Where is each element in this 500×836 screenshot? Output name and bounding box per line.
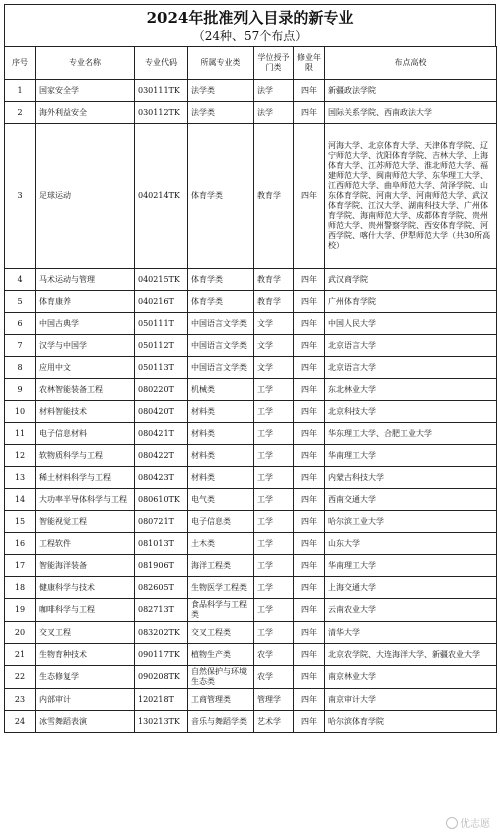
cell-major-name: 中国古典学: [36, 313, 135, 335]
cell-category: 植物生产类: [188, 644, 254, 666]
header-universities: 布点高校: [325, 47, 497, 80]
cell-major-code: 082713T: [135, 599, 188, 622]
table-row: [5, 467, 497, 489]
cell-duration: 四年: [294, 622, 325, 644]
cell-universities: 南京审计大学: [325, 689, 497, 711]
cell-category: 机械类: [188, 379, 254, 401]
title-block: [4, 4, 496, 46]
cell-major-code: 080423T: [135, 467, 188, 489]
cell-category: 体育学类: [188, 124, 254, 269]
cell-major-name: 国家安全学: [36, 80, 135, 102]
cell-major-name: 生态修复学: [36, 666, 135, 689]
cell-universities: 中国人民大学: [325, 313, 497, 335]
header-category: 所属专业类: [188, 47, 254, 80]
header-duration: 修业年限: [294, 47, 325, 80]
table-row: [5, 577, 497, 599]
table-row: [5, 401, 497, 423]
cell-major-code: 130213TK: [135, 711, 188, 733]
cell-universities: 哈尔滨工业大学: [325, 511, 497, 533]
cell-degree: 工学: [254, 401, 294, 423]
cell-category: 海洋工程类: [188, 555, 254, 577]
cell-major-name: 农林智能装备工程: [36, 379, 135, 401]
cell-universities: 新疆政法学院: [325, 80, 497, 102]
cell-category: 体育学类: [188, 269, 254, 291]
cell-major-code: 040216T: [135, 291, 188, 313]
cell-universities: 北京语言大学: [325, 335, 497, 357]
cell-duration: 四年: [294, 269, 325, 291]
cell-major-code: 080421T: [135, 423, 188, 445]
cell-index: 14: [5, 489, 36, 511]
cell-major-code: 050113T: [135, 357, 188, 379]
cell-duration: 四年: [294, 689, 325, 711]
cell-category: 材料类: [188, 401, 254, 423]
cell-major-code: 080610TK: [135, 489, 188, 511]
cell-universities: 东北林业大学: [325, 379, 497, 401]
cell-duration: 四年: [294, 401, 325, 423]
cell-major-code: 090208TK: [135, 666, 188, 689]
cell-category: 音乐与舞蹈学类: [188, 711, 254, 733]
cell-index: 12: [5, 445, 36, 467]
cell-universities: 南京林业大学: [325, 666, 497, 689]
cell-category: 材料类: [188, 423, 254, 445]
cell-degree: 工学: [254, 511, 294, 533]
cell-category: 中国语言文学类: [188, 335, 254, 357]
cell-degree: 工学: [254, 379, 294, 401]
cell-degree: 工学: [254, 467, 294, 489]
cell-index: 11: [5, 423, 36, 445]
cell-degree: 工学: [254, 489, 294, 511]
header-index: 序号: [5, 47, 36, 80]
cell-major-code: 040215TK: [135, 269, 188, 291]
cell-major-name: 体育康养: [36, 291, 135, 313]
cell-category: 食品科学与工程类: [188, 599, 254, 622]
cell-index: 1: [5, 80, 36, 102]
header-major-code: 专业代码: [135, 47, 188, 80]
table-row: [5, 533, 497, 555]
table-body: [5, 80, 497, 733]
cell-index: 3: [5, 124, 36, 269]
table-row: [5, 555, 497, 577]
document-title: 2024年批准列入目录的新专业: [146, 9, 354, 27]
cell-universities: 华南理工大学: [325, 445, 497, 467]
cell-index: 24: [5, 711, 36, 733]
cell-duration: 四年: [294, 80, 325, 102]
cell-category: 材料类: [188, 445, 254, 467]
cell-duration: 四年: [294, 644, 325, 666]
cell-major-name: 冰雪舞蹈表演: [36, 711, 135, 733]
cell-major-name: 交叉工程: [36, 622, 135, 644]
cell-major-code: 080422T: [135, 445, 188, 467]
cell-universities: 北京农学院、大连海洋大学、新疆农业大学: [325, 644, 497, 666]
cell-major-name: 电子信息材料: [36, 423, 135, 445]
cell-duration: 四年: [294, 313, 325, 335]
table-row: [5, 622, 497, 644]
cell-major-code: 083202TK: [135, 622, 188, 644]
cell-degree: 文学: [254, 313, 294, 335]
table-row: [5, 599, 497, 622]
cell-index: 7: [5, 335, 36, 357]
cell-degree: 教育学: [254, 269, 294, 291]
document-subtitle: （24种、57个布点）: [192, 29, 308, 43]
cell-universities: 武汉商学院: [325, 269, 497, 291]
cell-duration: 四年: [294, 577, 325, 599]
cell-major-name: 应用中文: [36, 357, 135, 379]
cell-index: 16: [5, 533, 36, 555]
cell-major-name: 生物育种技术: [36, 644, 135, 666]
cell-major-code: 120218T: [135, 689, 188, 711]
watermark: [446, 815, 490, 830]
cell-universities: 北京科技大学: [325, 401, 497, 423]
cell-major-code: 082605T: [135, 577, 188, 599]
cell-degree: 教育学: [254, 124, 294, 269]
cell-index: 6: [5, 313, 36, 335]
cell-duration: 四年: [294, 423, 325, 445]
majors-table: [4, 46, 497, 733]
cell-index: 2: [5, 102, 36, 124]
table-row: [5, 644, 497, 666]
cell-duration: 四年: [294, 379, 325, 401]
cell-degree: 文学: [254, 335, 294, 357]
table-row: [5, 379, 497, 401]
cell-category: 自然保护与环境生态类: [188, 666, 254, 689]
cell-duration: 四年: [294, 666, 325, 689]
cell-category: 电气类: [188, 489, 254, 511]
cell-duration: 四年: [294, 467, 325, 489]
cell-universities: 内蒙古科技大学: [325, 467, 497, 489]
cell-universities: 山东大学: [325, 533, 497, 555]
cell-category: 中国语言文学类: [188, 357, 254, 379]
cell-duration: 四年: [294, 555, 325, 577]
cell-universities: 哈尔滨体育学院: [325, 711, 497, 733]
cell-duration: 四年: [294, 291, 325, 313]
cell-index: 8: [5, 357, 36, 379]
cell-degree: 工学: [254, 622, 294, 644]
cell-major-name: 内部审计: [36, 689, 135, 711]
cell-major-name: 智能视觉工程: [36, 511, 135, 533]
cell-major-name: 智能海洋装备: [36, 555, 135, 577]
cell-universities: 国际关系学院、西南政法大学: [325, 102, 497, 124]
cell-category: 生物医学工程类: [188, 577, 254, 599]
document-sheet: [4, 4, 496, 733]
cell-major-code: 081013T: [135, 533, 188, 555]
cell-degree: 工学: [254, 599, 294, 622]
table-row: [5, 80, 497, 102]
table-row: [5, 102, 497, 124]
cell-category: 交叉工程类: [188, 622, 254, 644]
table-row: [5, 445, 497, 467]
cell-index: 13: [5, 467, 36, 489]
cell-duration: 四年: [294, 124, 325, 269]
table-header-row: [5, 47, 497, 80]
table-row: [5, 124, 497, 269]
cell-major-name: 海外利益安全: [36, 102, 135, 124]
cell-degree: 文学: [254, 357, 294, 379]
cell-major-name: 汉学与中国学: [36, 335, 135, 357]
cell-category: 工商管理类: [188, 689, 254, 711]
table-row: [5, 511, 497, 533]
cell-duration: 四年: [294, 711, 325, 733]
cell-category: 法学类: [188, 102, 254, 124]
cell-category: 土木类: [188, 533, 254, 555]
cell-universities: 清华大学: [325, 622, 497, 644]
cell-degree: 教育学: [254, 291, 294, 313]
cell-degree: 工学: [254, 577, 294, 599]
table-row: [5, 313, 497, 335]
table-row: [5, 335, 497, 357]
cell-universities: 华南理工大学: [325, 555, 497, 577]
cell-index: 9: [5, 379, 36, 401]
cell-index: 21: [5, 644, 36, 666]
cell-index: 23: [5, 689, 36, 711]
cell-degree: 工学: [254, 445, 294, 467]
table-row: [5, 269, 497, 291]
cell-degree: 工学: [254, 555, 294, 577]
cell-major-name: 健康科学与技术: [36, 577, 135, 599]
cell-major-code: 080420T: [135, 401, 188, 423]
table-row: [5, 423, 497, 445]
cell-index: 17: [5, 555, 36, 577]
cell-duration: 四年: [294, 357, 325, 379]
cell-category: 体育学类: [188, 291, 254, 313]
cell-index: 15: [5, 511, 36, 533]
cell-universities: 广州体育学院: [325, 291, 497, 313]
cell-degree: 管理学: [254, 689, 294, 711]
cell-duration: 四年: [294, 599, 325, 622]
cell-major-code: 090117TK: [135, 644, 188, 666]
cell-degree: 艺术学: [254, 711, 294, 733]
cell-category: 电子信息类: [188, 511, 254, 533]
cell-degree: 法学: [254, 102, 294, 124]
cell-major-name: 咖啡科学与工程: [36, 599, 135, 622]
cell-index: 19: [5, 599, 36, 622]
cell-degree: 法学: [254, 80, 294, 102]
cell-degree: 工学: [254, 533, 294, 555]
cell-major-code: 030111TK: [135, 80, 188, 102]
table-row: [5, 489, 497, 511]
table-row: [5, 711, 497, 733]
cell-major-code: 081906T: [135, 555, 188, 577]
cell-duration: 四年: [294, 445, 325, 467]
cell-category: 法学类: [188, 80, 254, 102]
weibo-logo-icon: [446, 817, 458, 829]
table-row: [5, 689, 497, 711]
table-row: [5, 291, 497, 313]
cell-category: 中国语言文学类: [188, 313, 254, 335]
cell-duration: 四年: [294, 335, 325, 357]
cell-index: 4: [5, 269, 36, 291]
cell-degree: 农学: [254, 644, 294, 666]
watermark-text: 优志愿: [460, 819, 490, 830]
cell-major-name: 材料智能技术: [36, 401, 135, 423]
cell-universities: 华东理工大学、合肥工业大学: [325, 423, 497, 445]
cell-duration: 四年: [294, 489, 325, 511]
cell-major-name: 软物质科学与工程: [36, 445, 135, 467]
cell-index: 5: [5, 291, 36, 313]
cell-universities: 河海大学、北京体育大学、天津体育学院、辽宁师范大学、沈阳体育学院、吉林大学、上海体育大学、江苏师范大学、淮北师范大学、福建师范大学、闽南师范大学、东华理工大学、江西师范大学、曲阜师范大学、菏泽学院、山东体育学院、河南大学、河南师范大学、武汉体育学院、江汉大学、湖南科技大学、广州体育学院、海南师范大学、成都体育学院、贵州师范大学、贵州警察学院、西安体育学院、河西学院、喀什大学、伊犁师范大学（共30所高校）: [325, 124, 497, 269]
cell-index: 10: [5, 401, 36, 423]
cell-major-code: 050112T: [135, 335, 188, 357]
header-major-name: 专业名称: [36, 47, 135, 80]
cell-major-code: 080220T: [135, 379, 188, 401]
cell-major-code: 030112TK: [135, 102, 188, 124]
cell-major-code: 080721T: [135, 511, 188, 533]
cell-universities: 北京语言大学: [325, 357, 497, 379]
cell-major-name: 稀土材料科学与工程: [36, 467, 135, 489]
cell-major-name: 足球运动: [36, 124, 135, 269]
cell-duration: 四年: [294, 511, 325, 533]
cell-index: 22: [5, 666, 36, 689]
cell-universities: 上海交通大学: [325, 577, 497, 599]
cell-duration: 四年: [294, 533, 325, 555]
cell-duration: 四年: [294, 102, 325, 124]
table-row: [5, 357, 497, 379]
cell-major-name: 工程软件: [36, 533, 135, 555]
cell-universities: 西南交通大学: [325, 489, 497, 511]
cell-universities: 云南农业大学: [325, 599, 497, 622]
cell-index: 18: [5, 577, 36, 599]
header-degree: 学位授予门类: [254, 47, 294, 80]
cell-index: 20: [5, 622, 36, 644]
cell-category: 材料类: [188, 467, 254, 489]
cell-degree: 农学: [254, 666, 294, 689]
cell-major-name: 马术运动与管理: [36, 269, 135, 291]
cell-major-code: 050111T: [135, 313, 188, 335]
table-row: [5, 666, 497, 689]
cell-major-code: 040214TK: [135, 124, 188, 269]
cell-degree: 工学: [254, 423, 294, 445]
cell-major-name: 大功率半导体科学与工程: [36, 489, 135, 511]
